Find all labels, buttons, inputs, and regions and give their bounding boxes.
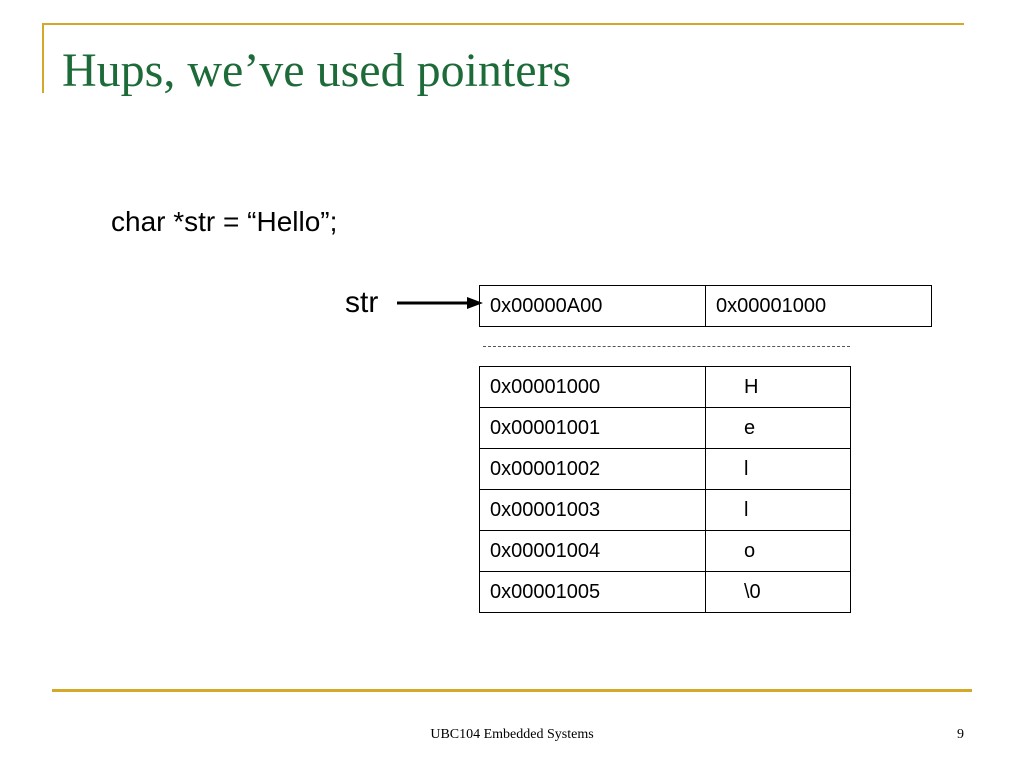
memory-char-cell: o [706,531,851,572]
table-row [480,408,851,449]
pointer-arrow [395,294,485,312]
top-border-rule [42,23,964,25]
pointer-memory-table [479,285,932,327]
table-row [480,531,851,572]
memory-address-cell: 0x00001004 [480,531,706,572]
memory-address-cell: 0x00001000 [480,367,706,408]
string-memory-table [479,366,851,613]
left-border-rule [42,23,44,93]
memory-address-cell: 0x00001002 [480,449,706,490]
table-row [480,572,851,613]
footer-course-title: UBC104 Embedded Systems [430,727,594,742]
memory-char-cell: l [706,449,851,490]
memory-separator [483,346,850,347]
table-row [480,449,851,490]
table-row [480,286,932,327]
memory-address-cell: 0x00001003 [480,490,706,531]
slide-title: Hups, we’ve used pointers [62,44,572,97]
pointer-value-cell: 0x00001000 [706,286,932,327]
memory-char-cell: l [706,490,851,531]
memory-address-cell: 0x00001001 [480,408,706,449]
code-declaration: char *str = “Hello”; [111,206,338,237]
footer-rule [52,689,972,692]
table-row [480,367,851,408]
pointer-address-cell: 0x00000A00 [480,286,706,327]
pointer-variable-label: str [345,286,379,319]
memory-char-cell: e [706,408,851,449]
table-row [480,490,851,531]
memory-address-cell: 0x00001005 [480,572,706,613]
memory-char-cell: \0 [706,572,851,613]
memory-char-cell: H [706,367,851,408]
page-number: 9 [957,727,964,742]
